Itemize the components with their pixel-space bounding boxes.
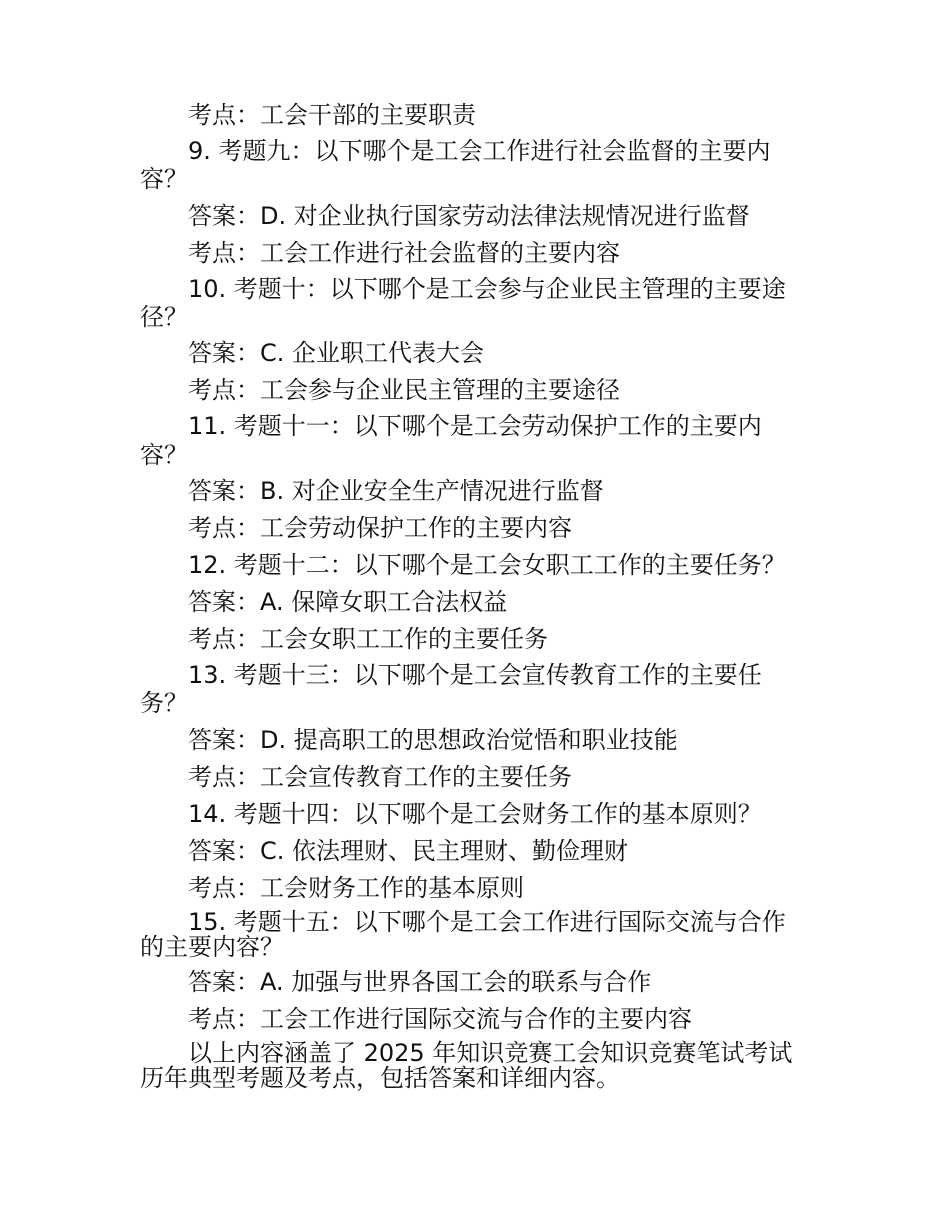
exam-point-text: 考点：工会女职工工作的主要任务: [188, 624, 548, 653]
exam-point-text: 考点：工会宣传教育工作的主要任务: [188, 762, 572, 791]
answer-text: 答案：A. 加强与世界各国工会的联系与合作: [188, 967, 652, 996]
question-text: 12. 考题十二：以下哪个是工会女职工工作的主要任务？: [188, 550, 786, 579]
answer-text: 答案：C. 依法理财、民主理财、勤俭理财: [188, 836, 629, 865]
question-text: 13. 考题十三：以下哪个是工会宣传教育工作的主要任务？: [140, 660, 762, 718]
exam-point-text: 考点：工会劳动保护工作的主要内容: [188, 513, 572, 542]
answer-text: 答案：D. 对企业执行国家劳动法律法规情况进行监督: [188, 201, 750, 230]
document-body: [140, 100, 805, 1091]
exam-point-text: 考点：工会参与企业民主管理的主要途径: [188, 376, 620, 405]
question-text: 14. 考题十四：以下哪个是工会财务工作的基本原则？: [188, 799, 762, 828]
question-text: 9. 考题九：以下哪个是工会工作进行社会监督的主要内容？: [140, 137, 771, 194]
exam-point-text: 考点：工会干部的主要职责: [188, 101, 476, 129]
question-text: 10. 考题十：以下哪个是工会参与企业民主管理的主要途径？: [140, 274, 786, 331]
summary-text: 以上内容涵盖了 2025 年知识竞赛工会知识竞赛笔试考试历年典型考题及考点，包括答案和详细内容。: [140, 1038, 793, 1093]
answer-text: 答案：C. 企业职工代表大会: [188, 339, 485, 368]
answer-text: 答案：B. 对企业安全生产情况进行监督: [188, 476, 604, 505]
exam-point-text: 考点：工会工作进行社会监督的主要内容: [188, 238, 620, 267]
answer-text: 答案：D. 提高职工的思想政治觉悟和职业技能: [188, 725, 678, 754]
exam-point-text: 考点：工会工作进行国际交流与合作的主要内容: [188, 1004, 692, 1033]
exam-point-text: 考点：工会财务工作的基本原则: [188, 873, 524, 902]
question-text: 11. 考题十一：以下哪个是工会劳动保护工作的主要内容？: [140, 412, 762, 469]
answer-text: 答案：A. 保障女职工合法权益: [188, 587, 508, 616]
question-text: 15. 考题十五：以下哪个是工会工作进行国际交流与合作的主要内容？: [140, 907, 786, 961]
